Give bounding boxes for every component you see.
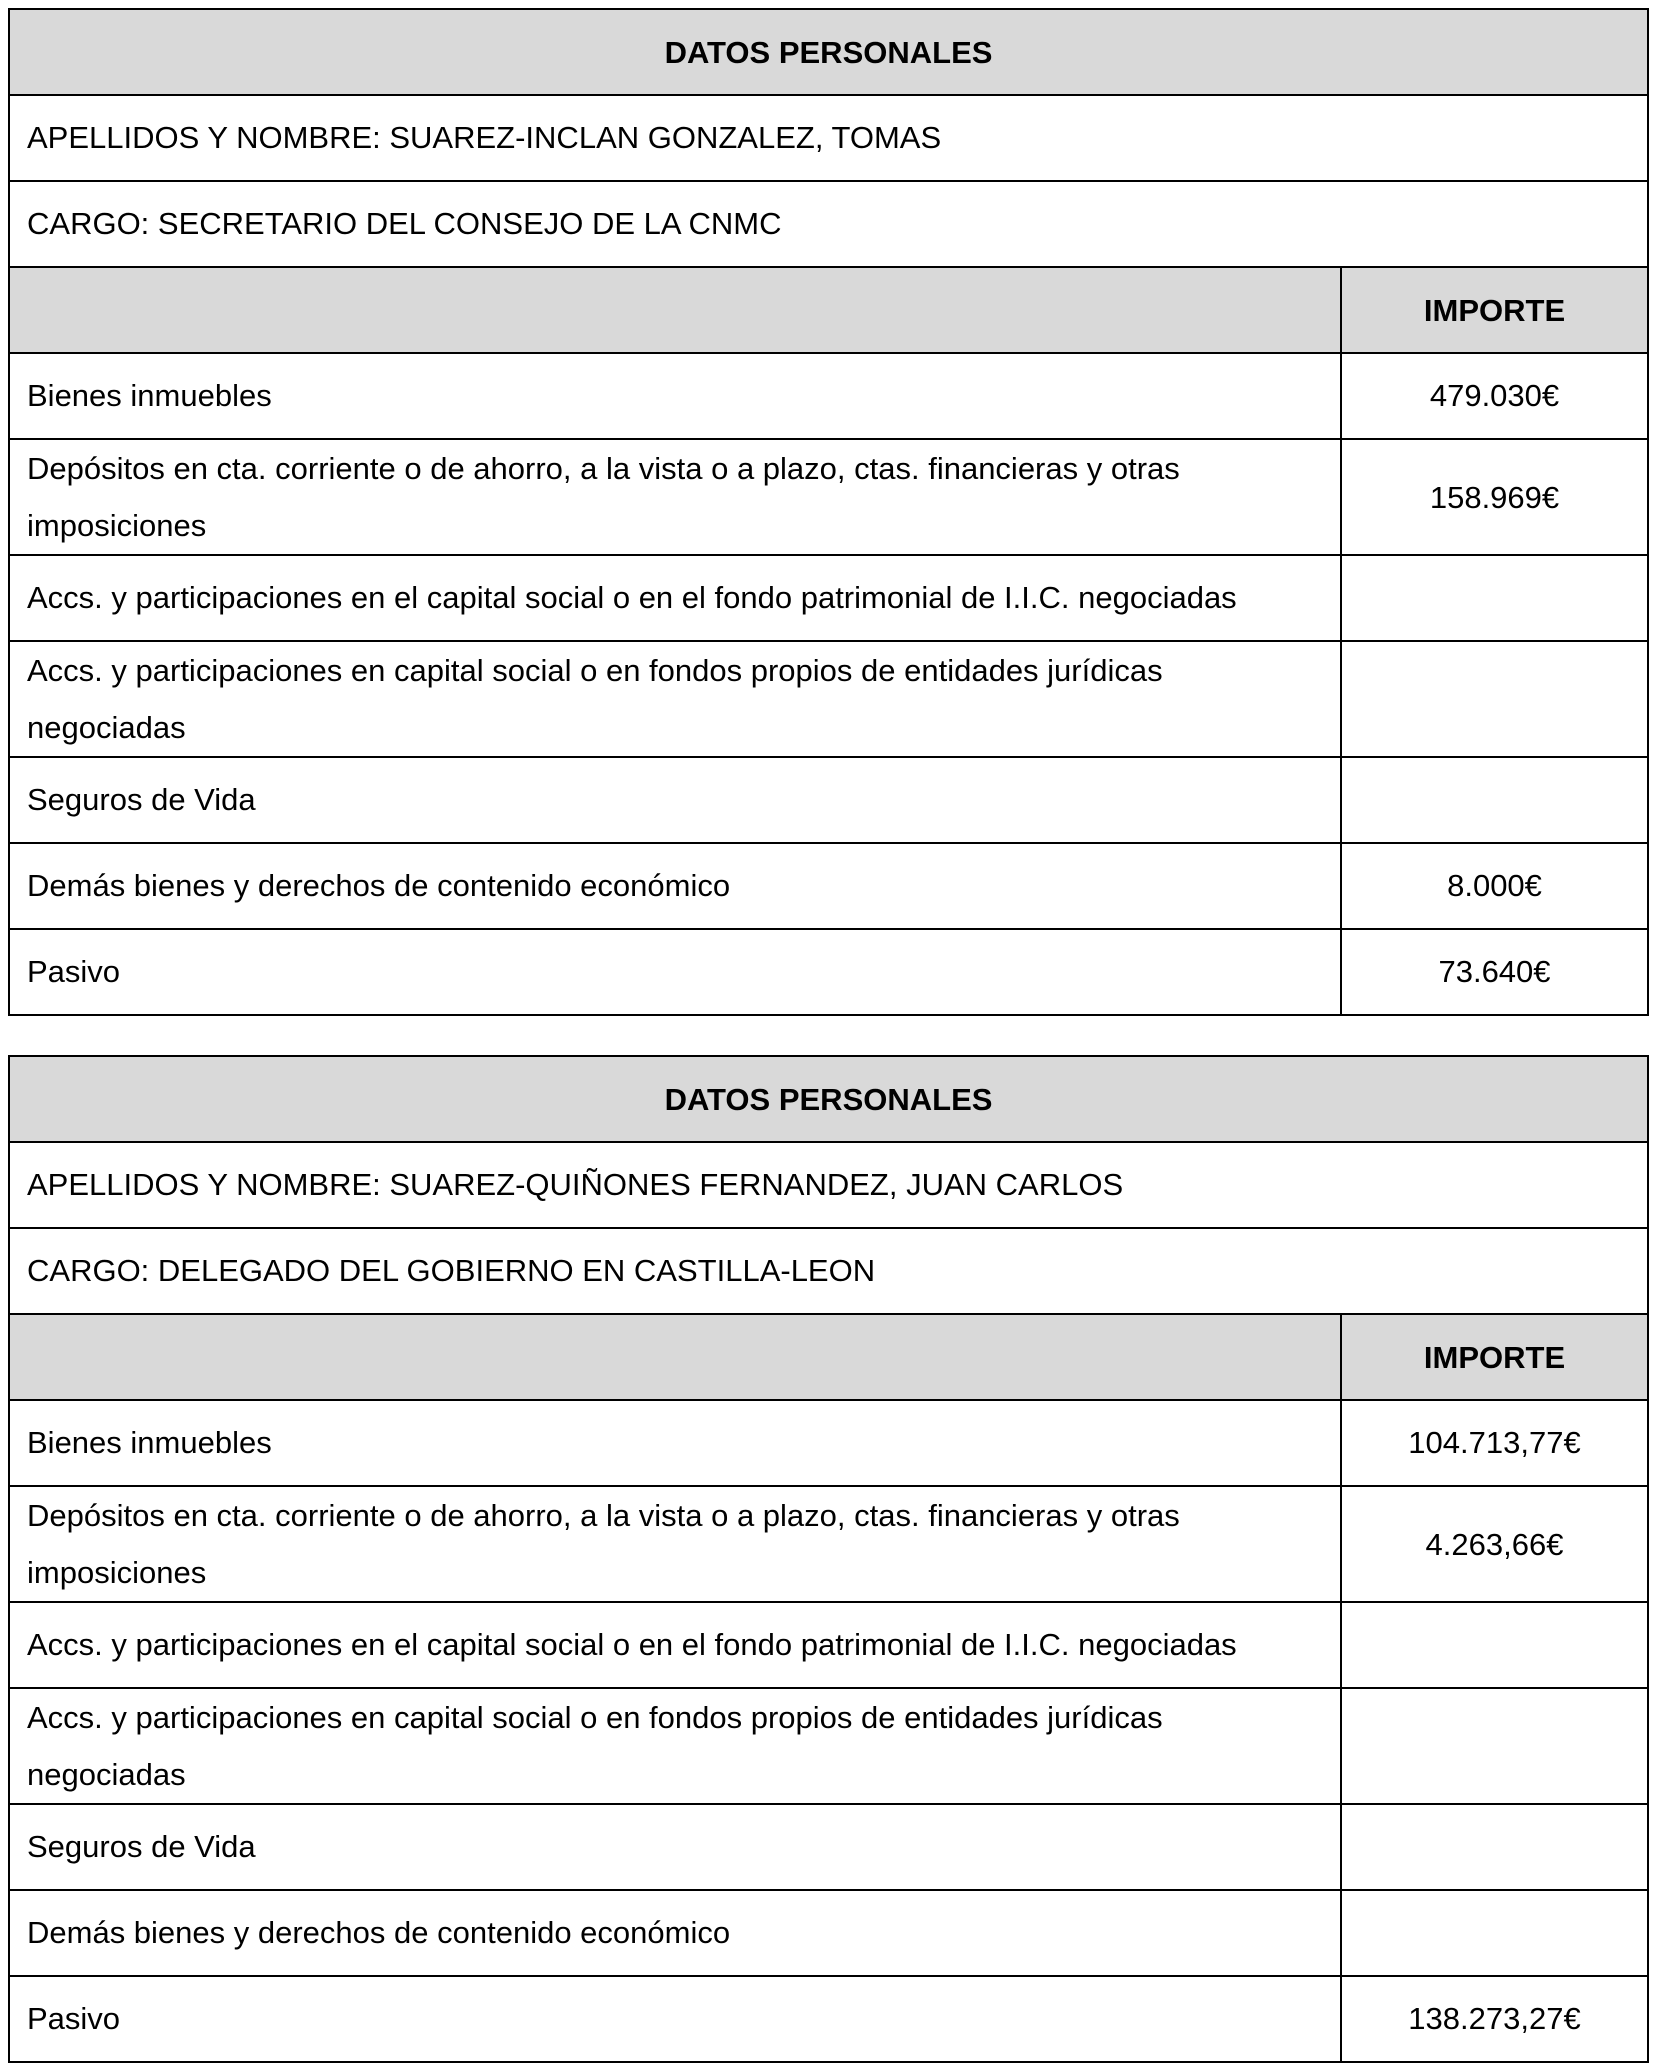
amount-value: 8.000€ [1341, 843, 1648, 929]
amount-value [1341, 1602, 1648, 1688]
amount-value [1341, 1804, 1648, 1890]
concept-label: Bienes inmuebles [9, 1400, 1341, 1486]
amount-header: IMPORTE [1341, 267, 1648, 353]
concept-label: Seguros de Vida [9, 757, 1341, 843]
concept-label: Accs. y participaciones en el capital social o en el fondo patrimonial de I.I.C. negociadas [9, 555, 1341, 641]
amount-value [1341, 641, 1648, 757]
table-row [9, 757, 1648, 843]
section-title: DATOS PERSONALES [9, 1056, 1648, 1142]
table-row [9, 1486, 1648, 1602]
concept-label: Depósitos en cta. corriente o de ahorro, a la vista o a plazo, ctas. financieras y otras imposiciones [9, 439, 1341, 555]
amount-value [1341, 555, 1648, 641]
concept-header-cell [9, 1314, 1341, 1400]
concept-label: Seguros de Vida [9, 1804, 1341, 1890]
concept-label: Accs. y participaciones en el capital social o en el fondo patrimonial de I.I.C. negociadas [9, 1602, 1341, 1688]
table-row [9, 929, 1648, 1015]
table-row [9, 1890, 1648, 1976]
amount-value: 138.273,27€ [1341, 1976, 1648, 2062]
table-row [9, 1602, 1648, 1688]
amount-value: 4.263,66€ [1341, 1486, 1648, 1602]
table-row [9, 1976, 1648, 2062]
concept-label: Accs. y participaciones en capital social o en fondos propios de entidades jurídicas negociadas [9, 1688, 1341, 1804]
declaration-table-2 [8, 1055, 1649, 2063]
section-title: DATOS PERSONALES [9, 9, 1648, 95]
concept-label: Depósitos en cta. corriente o de ahorro, a la vista o a plazo, ctas. financieras y otras imposiciones [9, 1486, 1341, 1602]
table-row [9, 439, 1648, 555]
concept-label: Pasivo [9, 929, 1341, 1015]
concept-label: Pasivo [9, 1976, 1341, 2062]
table-row [9, 843, 1648, 929]
amount-value [1341, 1890, 1648, 1976]
amount-value: 73.640€ [1341, 929, 1648, 1015]
concept-label: Demás bienes y derechos de contenido económico [9, 843, 1341, 929]
amount-value: 104.713,77€ [1341, 1400, 1648, 1486]
table-row [9, 555, 1648, 641]
cargo-line: CARGO: DELEGADO DEL GOBIERNO EN CASTILLA-LEON [9, 1228, 1648, 1314]
declaration-table-1 [8, 8, 1649, 1016]
name-line: APELLIDOS Y NOMBRE: SUAREZ-QUIÑONES FERNANDEZ, JUAN CARLOS [9, 1142, 1648, 1228]
table-row [9, 1400, 1648, 1486]
amount-value [1341, 1688, 1648, 1804]
amount-value: 479.030€ [1341, 353, 1648, 439]
concept-label: Bienes inmuebles [9, 353, 1341, 439]
table-row [9, 1688, 1648, 1804]
concept-label: Demás bienes y derechos de contenido económico [9, 1890, 1341, 1976]
amount-header: IMPORTE [1341, 1314, 1648, 1400]
concept-label: Accs. y participaciones en capital social o en fondos propios de entidades jurídicas negociadas [9, 641, 1341, 757]
amount-value: 158.969€ [1341, 439, 1648, 555]
name-line: APELLIDOS Y NOMBRE: SUAREZ-INCLAN GONZALEZ, TOMAS [9, 95, 1648, 181]
table-row [9, 353, 1648, 439]
table-row [9, 641, 1648, 757]
concept-header-cell [9, 267, 1341, 353]
amount-value [1341, 757, 1648, 843]
cargo-line: CARGO: SECRETARIO DEL CONSEJO DE LA CNMC [9, 181, 1648, 267]
table-row [9, 1804, 1648, 1890]
